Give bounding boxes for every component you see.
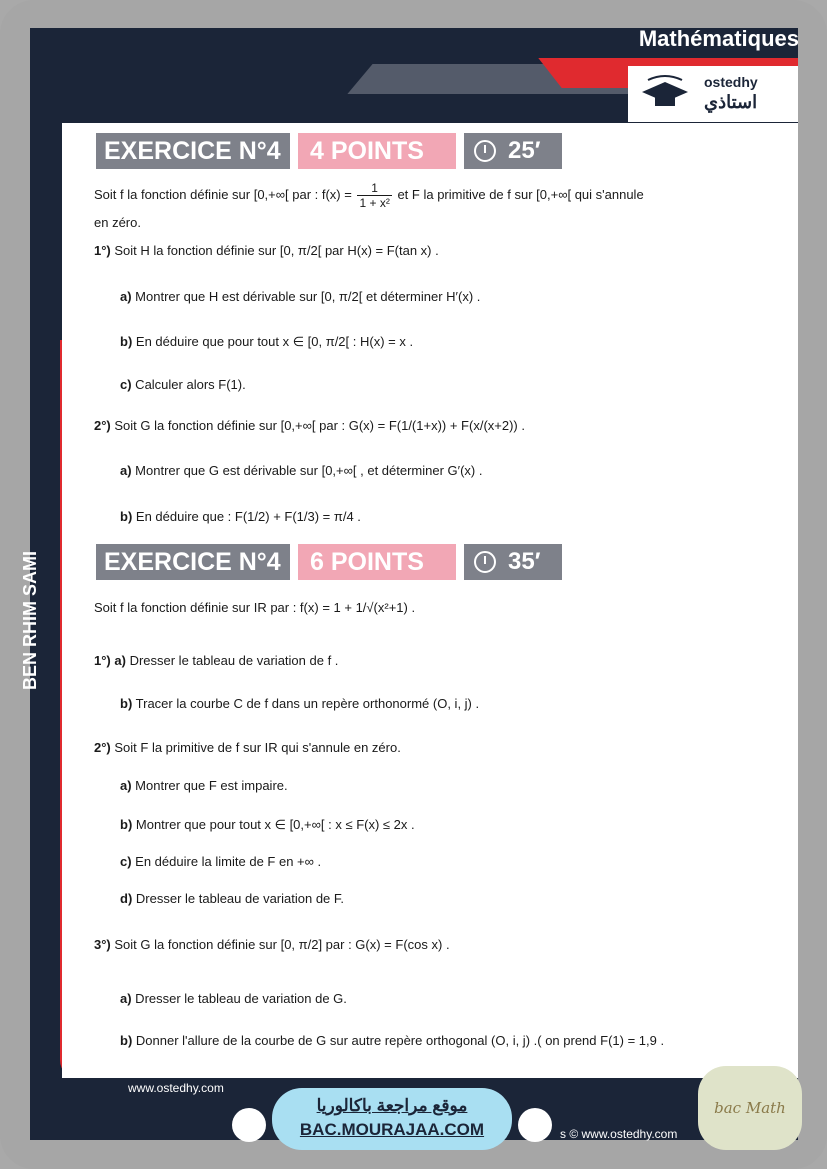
item-label: b) xyxy=(120,696,133,711)
bac-math-stamp: bac Math xyxy=(698,1066,802,1150)
item-label: b) xyxy=(120,509,133,524)
exercise2-q3b xyxy=(120,1033,664,1048)
item-text: Montrer que H est dérivable sur [0, π/2[ et déterminer H′(x) . xyxy=(131,289,481,304)
item-label: d) xyxy=(120,891,133,906)
footer-website-link[interactable]: www.ostedhy.com xyxy=(128,1081,224,1095)
item-text: En déduire la limite de F en +∞ . xyxy=(131,854,322,869)
denominator: 1 + x² xyxy=(359,196,390,210)
exercise2-q1a xyxy=(94,653,338,668)
author-side-label: BEN RHIM SAMI xyxy=(20,551,40,690)
exercise1-q2a xyxy=(120,463,483,478)
item-label: a) xyxy=(120,991,132,1006)
exercise1-title: EXERCICE N°4 xyxy=(96,133,290,169)
question-text: Soit H la fonction définie sur [0, π/2[ par H(x) = F(tan x) . xyxy=(110,243,439,258)
exercise2-q3a xyxy=(120,991,347,1006)
exercise1-intro xyxy=(94,181,644,210)
question-text: Soit F la primitive de f sur IR qui s'annule en zéro. xyxy=(110,740,401,755)
exercise2-duration: 35′ xyxy=(508,548,541,575)
exercise2-q2d xyxy=(120,891,344,906)
exam-page xyxy=(62,123,798,1078)
exercise2-points: 6 POINTS xyxy=(298,544,456,580)
item-label: a) xyxy=(120,463,132,478)
badge-right-icon xyxy=(518,1108,552,1142)
item-text: Tracer la courbe C de f dans un repère orthonormé (O, i, j) . xyxy=(132,696,480,711)
exercise1-q1b xyxy=(120,334,413,350)
question-number: 1°) xyxy=(94,243,111,258)
item-label: c) xyxy=(120,377,132,392)
question-number: 1°) xyxy=(94,653,111,668)
exercise1-intro-end: en zéro. xyxy=(94,215,141,230)
item-text: En déduire que pour tout x ∈ [0, π/2[ : H(x) = x . xyxy=(132,334,414,349)
question-number: 2°) xyxy=(94,418,111,433)
exercise2-time xyxy=(464,544,562,580)
item-text: Dresser le tableau de variation de G. xyxy=(131,991,347,1006)
item-label: a) xyxy=(120,289,132,304)
exercise1-q2 xyxy=(94,418,525,433)
logo-arabic: استاذي xyxy=(704,92,758,112)
logo-name: ostedhy xyxy=(704,74,758,90)
badge-left-icon xyxy=(232,1108,266,1142)
exercise1-header xyxy=(96,133,562,169)
question-text: Soit G la fonction définie sur [0,+∞[ par : G(x) = F(1/(1+x)) + F(x/(x+2)) . xyxy=(110,418,525,433)
exercise2-q3 xyxy=(94,937,450,952)
item-label: b) xyxy=(120,334,133,349)
item-label: a) xyxy=(120,778,132,793)
exercise2-q2a xyxy=(120,778,288,793)
question-number: 2°) xyxy=(94,740,111,755)
numerator: 1 xyxy=(357,181,391,196)
exercise2-title: EXERCICE N°4 xyxy=(96,544,290,580)
intro-text-2: et F la primitive de f sur [0,+∞[ qui s'annule xyxy=(397,186,644,202)
item-text: Donner l'allure de la courbe de G sur autre repère orthogonal (O, i, j) .( on prend F(1) = 1,9 . xyxy=(132,1033,665,1048)
exercise1-q2b xyxy=(120,509,361,524)
footer-copyright: s © www.ostedhy.com xyxy=(560,1127,678,1141)
item-text: Montrer que F est impaire. xyxy=(131,778,288,793)
item-text: Montrer que G est dérivable sur [0,+∞[ , et déterminer G′(x) . xyxy=(131,463,483,478)
exercise2-q1b xyxy=(120,696,479,711)
intro-text: Soit f la fonction définie sur [0,+∞[ par : f(x) = xyxy=(94,186,352,202)
exercise2-header xyxy=(96,544,562,580)
exercise2-q2b xyxy=(120,817,415,833)
item-label: b) xyxy=(120,1033,133,1048)
question-number: 3°) xyxy=(94,937,111,952)
exercise2-intro: Soit f la fonction définie sur IR par : f(x) = 1 + 1/√(x²+1) . xyxy=(94,600,416,615)
fraction xyxy=(357,181,391,210)
exercise1-q1 xyxy=(94,243,439,258)
subject-title: Mathématiques xyxy=(638,26,799,51)
item-text: Dresser le tableau de variation de F. xyxy=(132,891,345,906)
item-text: En déduire que : F(1/2) + F(1/3) = π/4 . xyxy=(132,509,361,524)
exercise2-q2c xyxy=(120,854,321,869)
exercise1-time xyxy=(464,133,562,169)
graduation-cap-icon xyxy=(640,74,690,112)
item-label: a) xyxy=(114,653,126,668)
item-text: Montrer que pour tout x ∈ [0,+∞[ : x ≤ F(x) ≤ 2x . xyxy=(132,817,415,832)
exercise1-duration: 25′ xyxy=(508,137,541,164)
exercise1-points: 4 POINTS xyxy=(298,133,456,169)
badge-url[interactable]: BAC.MOURAJAA.COM xyxy=(299,1120,485,1139)
item-label: c) xyxy=(120,854,132,869)
question-text: Soit G la fonction définie sur [0, π/2] par : G(x) = F(cos x) . xyxy=(110,937,450,952)
exercise1-q1a xyxy=(120,289,480,304)
clock-icon xyxy=(474,551,496,573)
item-label: b) xyxy=(120,817,133,832)
clock-icon xyxy=(474,140,496,162)
website-badge[interactable] xyxy=(272,1088,512,1150)
item-text: Dresser le tableau de variation de f . xyxy=(125,653,339,668)
item-text: Calculer alors F(1). xyxy=(131,377,246,392)
exercise2-q2 xyxy=(94,740,401,755)
exercise1-q1c xyxy=(120,377,246,392)
badge-arabic-title: موقع مراجعة باكالوريا xyxy=(316,1096,468,1115)
